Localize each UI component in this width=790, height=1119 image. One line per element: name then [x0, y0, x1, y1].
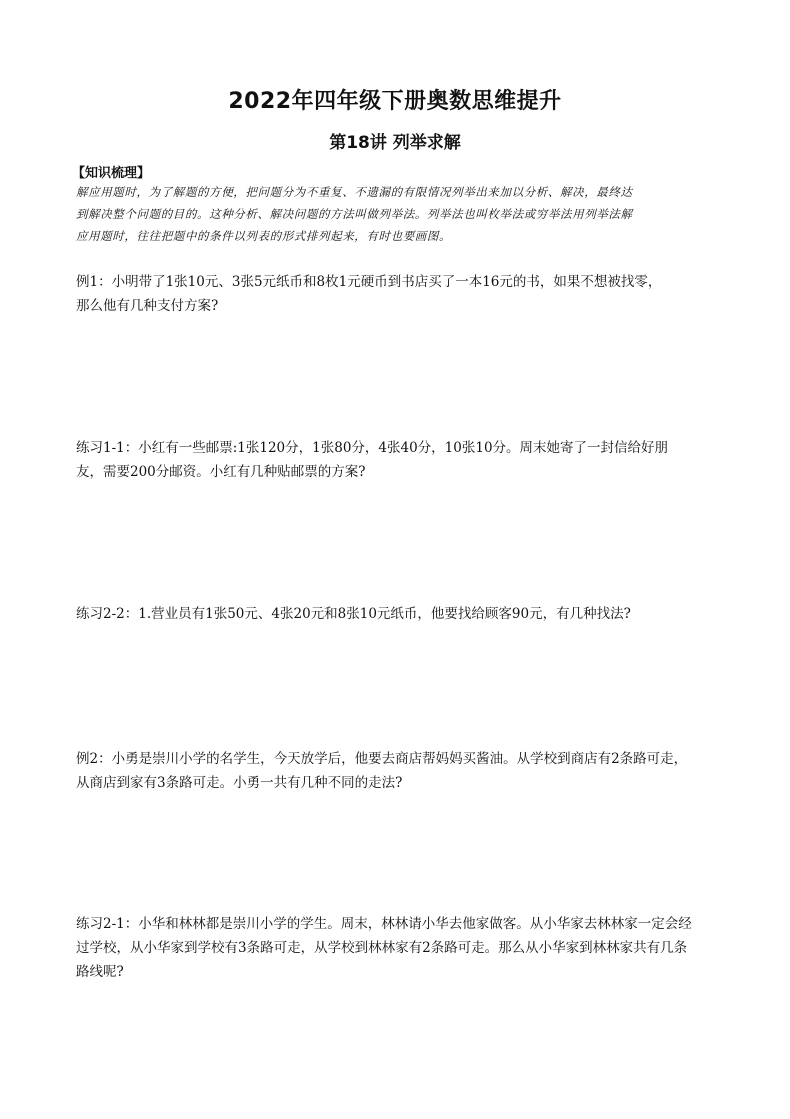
question-line: 过学校，从小华家到学校有3条路可走，从学校到林林家有2条路可走。那么从小华家到林林家共有几条 [76, 940, 688, 956]
knowledge-heading: 【知识梳理】 [72, 166, 151, 181]
knowledge-line: 解应用题时，为了解题的方便，把问题分为不重复、不遗漏的有限情况列举出来加以分析、解决，最终达 [76, 185, 633, 199]
question-line: 从商店到家有3条路可走。小勇一共有几种不同的走法? [76, 775, 403, 791]
exercise-2-1 [76, 912, 726, 984]
question-line: 例1：小明带了1张10元、3张5元纸币和8枚1元硬币到书店买了一本16元的书，如果不想被找零， [76, 274, 662, 290]
exercise-1-1 [76, 436, 726, 484]
example-2 [76, 747, 726, 795]
question-line: 练习2-2：1.营业员有1张50元、4张20元和8张10元纸币，他要找给顾客90元，有几种找法? [76, 606, 631, 622]
lesson-subtitle: 第18讲 列举求解 [329, 133, 461, 153]
question-line: 练习1-1：小红有一些邮票:1张120分，1张80分，4张40分，10张10分。周末她寄了一封信给好朋 [76, 440, 669, 456]
question-line: 路线呢? [76, 964, 124, 980]
knowledge-paragraph [76, 181, 726, 247]
exercise-2-2 [76, 602, 726, 626]
question-line: 例2：小勇是崇川小学的名学生，今天放学后，他要去商店帮妈妈买酱油。从学校到商店有2条路可走， [76, 751, 688, 767]
question-line: 友，需要200分邮资。小红有几种贴邮票的方案? [76, 464, 366, 480]
example-1 [76, 270, 726, 318]
question-line: 练习2-1：小华和林林都是崇川小学的学生。周末，林林请小华去他家做客。从小华家去林林家一定会经 [76, 916, 692, 932]
knowledge-line: 到解决整个问题的目的。这种分析、解决问题的方法叫做列举法。列举法也叫枚举法或穷举法用列举法解 [76, 207, 633, 221]
knowledge-line: 应用题时，往往把题中的条件以列表的形式排列起来，有时也要画图。 [76, 229, 452, 243]
question-line: 那么他有几种支付方案? [76, 298, 219, 314]
document-title: 2022年四年级下册奥数思维提升 [228, 89, 562, 114]
